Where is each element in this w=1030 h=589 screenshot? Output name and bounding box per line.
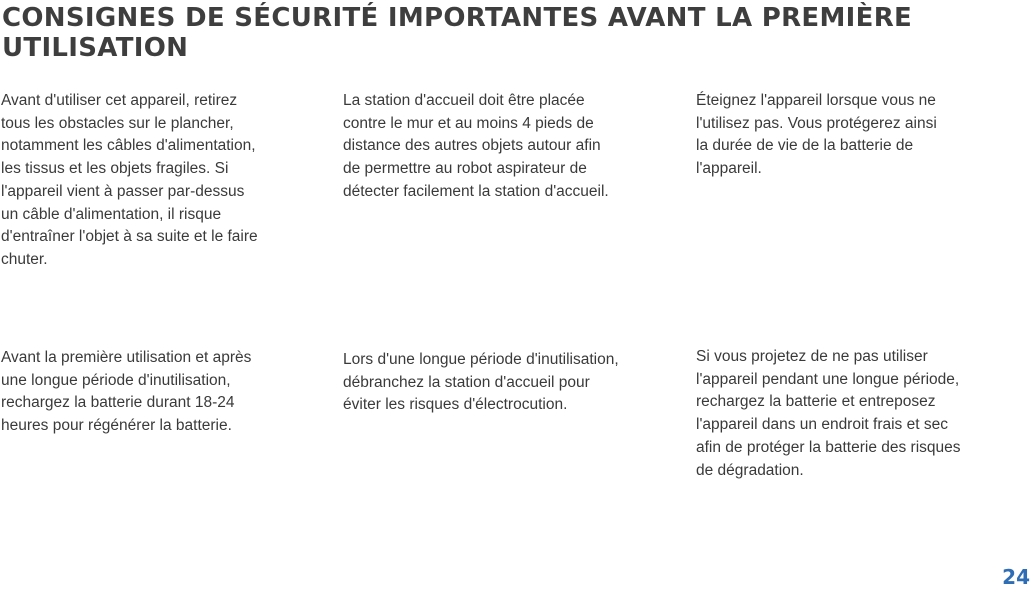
safety-paragraph-storage: Si vous projetez de ne pas utiliser l'appareil pendant une longue période, rechargez la batterie et entreposez l'appareil dans un endroit frais et sec afin de protéger la batterie des risques de dégradation. <box>696 348 961 479</box>
safety-paragraph-docking-station: La station d'accueil doit être placée contre le mur et au moins 4 pieds de distance des autres objets autour afin de permettre au robot aspirateur de détecter facilement la station d'accueil. <box>343 92 609 200</box>
safety-paragraph-obstacles: Avant d'utiliser cet appareil, retirez tous les obstacles sur le plancher, notamment les câbles d'alimentation, les tissus et les objets fragiles. Si l'appareil vient à passer par-dessus un câble d'alimentation, il risque d'entraîner l'objet à sa suite et le faire chuter. <box>1 92 258 268</box>
safety-paragraph-power-off: Éteignez l'appareil lorsque vous ne l'utilisez pas. Vous protégerez ainsi la durée de vie de la batterie de l'appareil. <box>696 92 937 178</box>
safety-paragraph-unplug: Lors d'une longue période d'inutilisation, débranchez la station d'accueil pour éviter les risques d'électrocution. <box>343 351 619 414</box>
page-title: CONSIGNES DE SÉCURITÉ IMPORTANTES AVANT LA PREMIÈRE UTILISATION <box>2 3 913 63</box>
page-number: 24 <box>1002 565 1030 589</box>
safety-paragraph-first-charge: Avant la première utilisation et après une longue période d'inutilisation, rechargez la batterie durant 18-24 heures pour régénérer la batterie. <box>1 349 252 435</box>
